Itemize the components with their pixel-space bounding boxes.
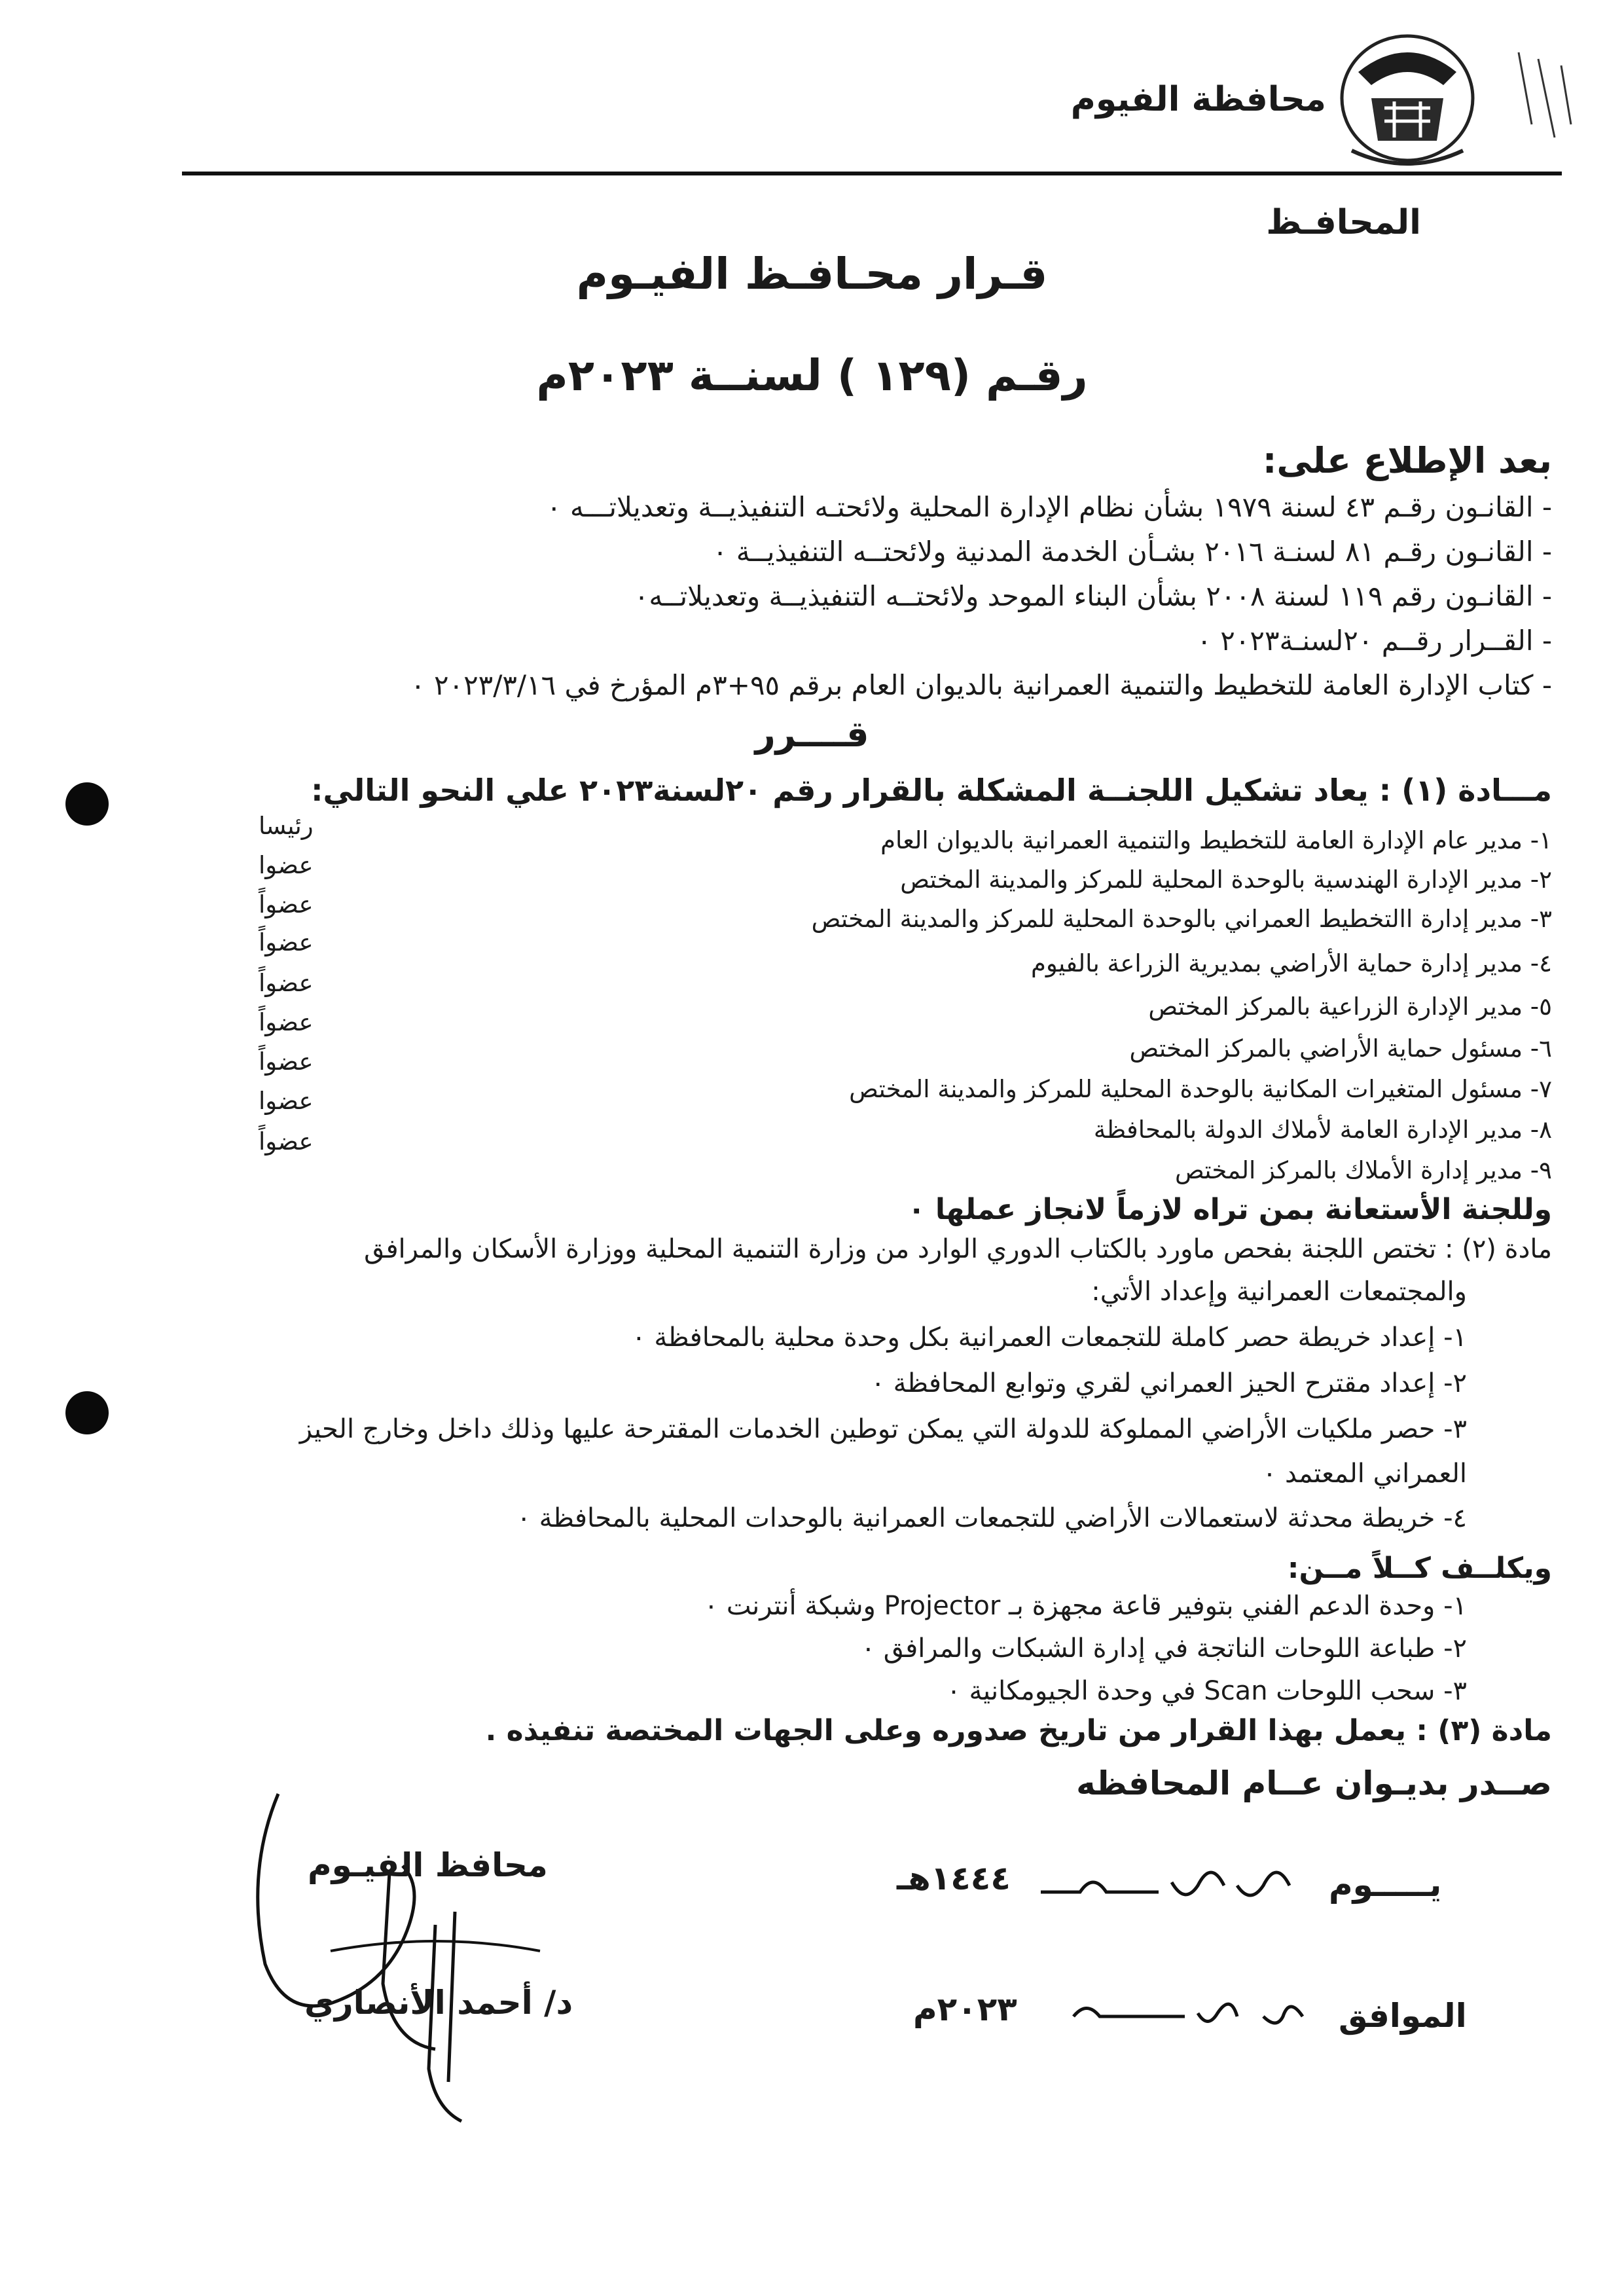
preamble-item: - القانـون رقـم ٨١ لسنـة ٢٠١٦ بشـأن الخدمة المدنية ولائحتــه التنفيذيــة ٠ [712, 536, 1552, 568]
article-1-heading: مـــادة (١) : يعاد تشكيل اللجنــة المشكلة بالقرار رقم ٢٠لسنة٢٠٢٣ علي النحو التالي: [311, 773, 1552, 808]
day-label: يـــــوم [1329, 1866, 1442, 1904]
preamble-item: - القانـون رقم ١١٩ لسنة ٢٠٠٨ بشأن البناء الموحد ولائحتــه التنفيذيــة وتعديلاتــه٠ [634, 580, 1552, 612]
committee-member: ٨- مدير الإدارة العامة لأملاك الدولة بالمحافظة [1093, 1116, 1552, 1144]
committee-member: ٩- مدير إدارة الأملاك بالمركز المختص [1174, 1156, 1552, 1184]
member-role: عضواً [259, 1008, 314, 1036]
assign-item: ٢- طباعة اللوحات الناتجة في إدارة الشبكات والمرافق ٠ [861, 1633, 1467, 1664]
committee-member: ٢- مدير الإدارة الهندسية بالوحدة المحلية للمركز والمدينة المختص [900, 866, 1552, 894]
member-role: عضواً [259, 890, 314, 919]
member-role: عضواً [259, 1048, 314, 1076]
hijri-year: ١٤٤٤هـ [897, 1859, 1011, 1897]
article-2-item: ١- إعداد خريطة حصر كاملة للتجمعات العمرانية بكل وحدة محلية بالمحافظة ٠ [632, 1322, 1467, 1353]
article-2-item: ٤- خريطة محدثة لاستعمالات الأراضي للتجمعات العمرانية بالوحدات المحلية بالمحافظة ٠ [516, 1503, 1467, 1533]
member-role: عضواً [259, 928, 314, 957]
signatory-title: محافظ الفيـوم [308, 1846, 548, 1884]
punch-hole-top [65, 782, 109, 826]
article-3: مادة (٣) : يعمل بهذا القرار من تاريخ صدوره وعلى الجهات المختصة تنفيذه . [485, 1714, 1552, 1747]
signatory-name: د/ أحمد الأنصاري [304, 1984, 573, 2022]
assign-heading: ويكلــف كــلاً مــن: [1287, 1552, 1552, 1585]
issued-statement: صــدر بديـوان عــام المحافظه [1076, 1764, 1552, 1802]
margin-mark [1506, 46, 1584, 151]
article-2-item: ٢- إعداد مقترح الحيز العمراني لقري وتوابع المحافظة ٠ [871, 1368, 1467, 1398]
committee-member: ٤- مدير إدارة حماية الأراضي بمديرية الزراعة بالفيوم [1031, 949, 1552, 977]
member-role: عضواً [259, 1127, 314, 1156]
gregorian-year: ٢٠٢٣م [913, 1990, 1017, 2028]
decree-title: قـرار محـافـظ الفيـوم [576, 249, 1048, 299]
member-role: عضواً [259, 969, 314, 997]
assign-item: ١- وحدة الدعم الفني بتوفير قاعة مجهزة بـ Projector وشبكة أنترنت ٠ [704, 1591, 1467, 1621]
office-title: المحافـظ [1266, 203, 1421, 242]
handwritten-signature [239, 1768, 592, 2134]
punch-hole-bottom [65, 1391, 109, 1434]
member-role: عضوا [259, 851, 314, 879]
handwritten-day [1028, 1846, 1329, 1918]
header-divider [182, 172, 1562, 175]
committee-member: ٧- مسئول المتغيرات المكانية بالوحدة المحلية للمركز والمدينة المختص [849, 1075, 1552, 1103]
article-1-closing: وللجنة الأستعانة بمن تراه لازماً لانجاز عملها ٠ [907, 1193, 1552, 1226]
handwritten-date [1041, 1977, 1329, 2043]
committee-member: ٥- مدير الإدارة الزراعية بالمركز المختص [1148, 993, 1552, 1021]
committee-member: ١- مدير عام الإدارة العامة للتخطيط والتنمية العمرانية بالديوان العام [880, 826, 1552, 854]
committee-member: ٣- مدير إدارة االتخطيط العمراني بالوحدة المحلية للمركز والمدينة المختص [811, 905, 1552, 933]
preamble-item: - كتاب الإدارة العامة للتخطيط والتنمية العمرانية بالديوان العام برقم ٩٥+٣م المؤرخ في ٢٠٢٣/٣/١٦ ٠ [410, 669, 1552, 701]
governorate-seal-icon [1332, 26, 1483, 177]
decided-heading: قــــرر [755, 714, 869, 755]
article-2-line-1: مادة (٢) : تختص اللجنة بفحص ماورد بالكتاب الدوري الوارد من وزارة التنمية المحلية ووزارة الأسكان والمرافق [364, 1234, 1552, 1264]
gregorian-label: الموافق [1339, 1997, 1467, 2035]
article-2-item: ٣- حصر ملكيات الأراضي المملوكة للدولة التي يمكن توطين الخدمات المقترحة عليها وذلك داخل وخارج الحيز [299, 1414, 1467, 1444]
member-role: رئيسا [259, 812, 314, 840]
preamble-item: - القــرار رقــم ٢٠لسنـة٢٠٢٣ ٠ [1197, 625, 1552, 657]
preamble-item: - القانـون رقـم ٤٣ لسنة ١٩٧٩ بشأن نظام الإدارة المحلية ولائحتـه التنفيذيــة وتعديلاتـــه ٠ [546, 491, 1552, 523]
article-2-item: العمراني المعتمد ٠ [1262, 1459, 1467, 1489]
decree-number: رقـم (١٢٩ ) لسنــة ٢٠٢٣م [536, 350, 1088, 401]
member-role: عضوا [259, 1087, 314, 1115]
assign-item: ٣- سحب اللوحات Scan في وحدة الجيومكانية ٠ [947, 1676, 1467, 1706]
preamble-heading: بعد الإطلاع على: [1262, 440, 1552, 481]
committee-member: ٦- مسئول حماية الأراضي بالمركز المختص [1129, 1034, 1552, 1063]
article-2-line-2: والمجتمعات العمرانية وإعداد الأتي: [1091, 1277, 1467, 1307]
governorate-name: محافظة الفيوم [1070, 80, 1326, 119]
